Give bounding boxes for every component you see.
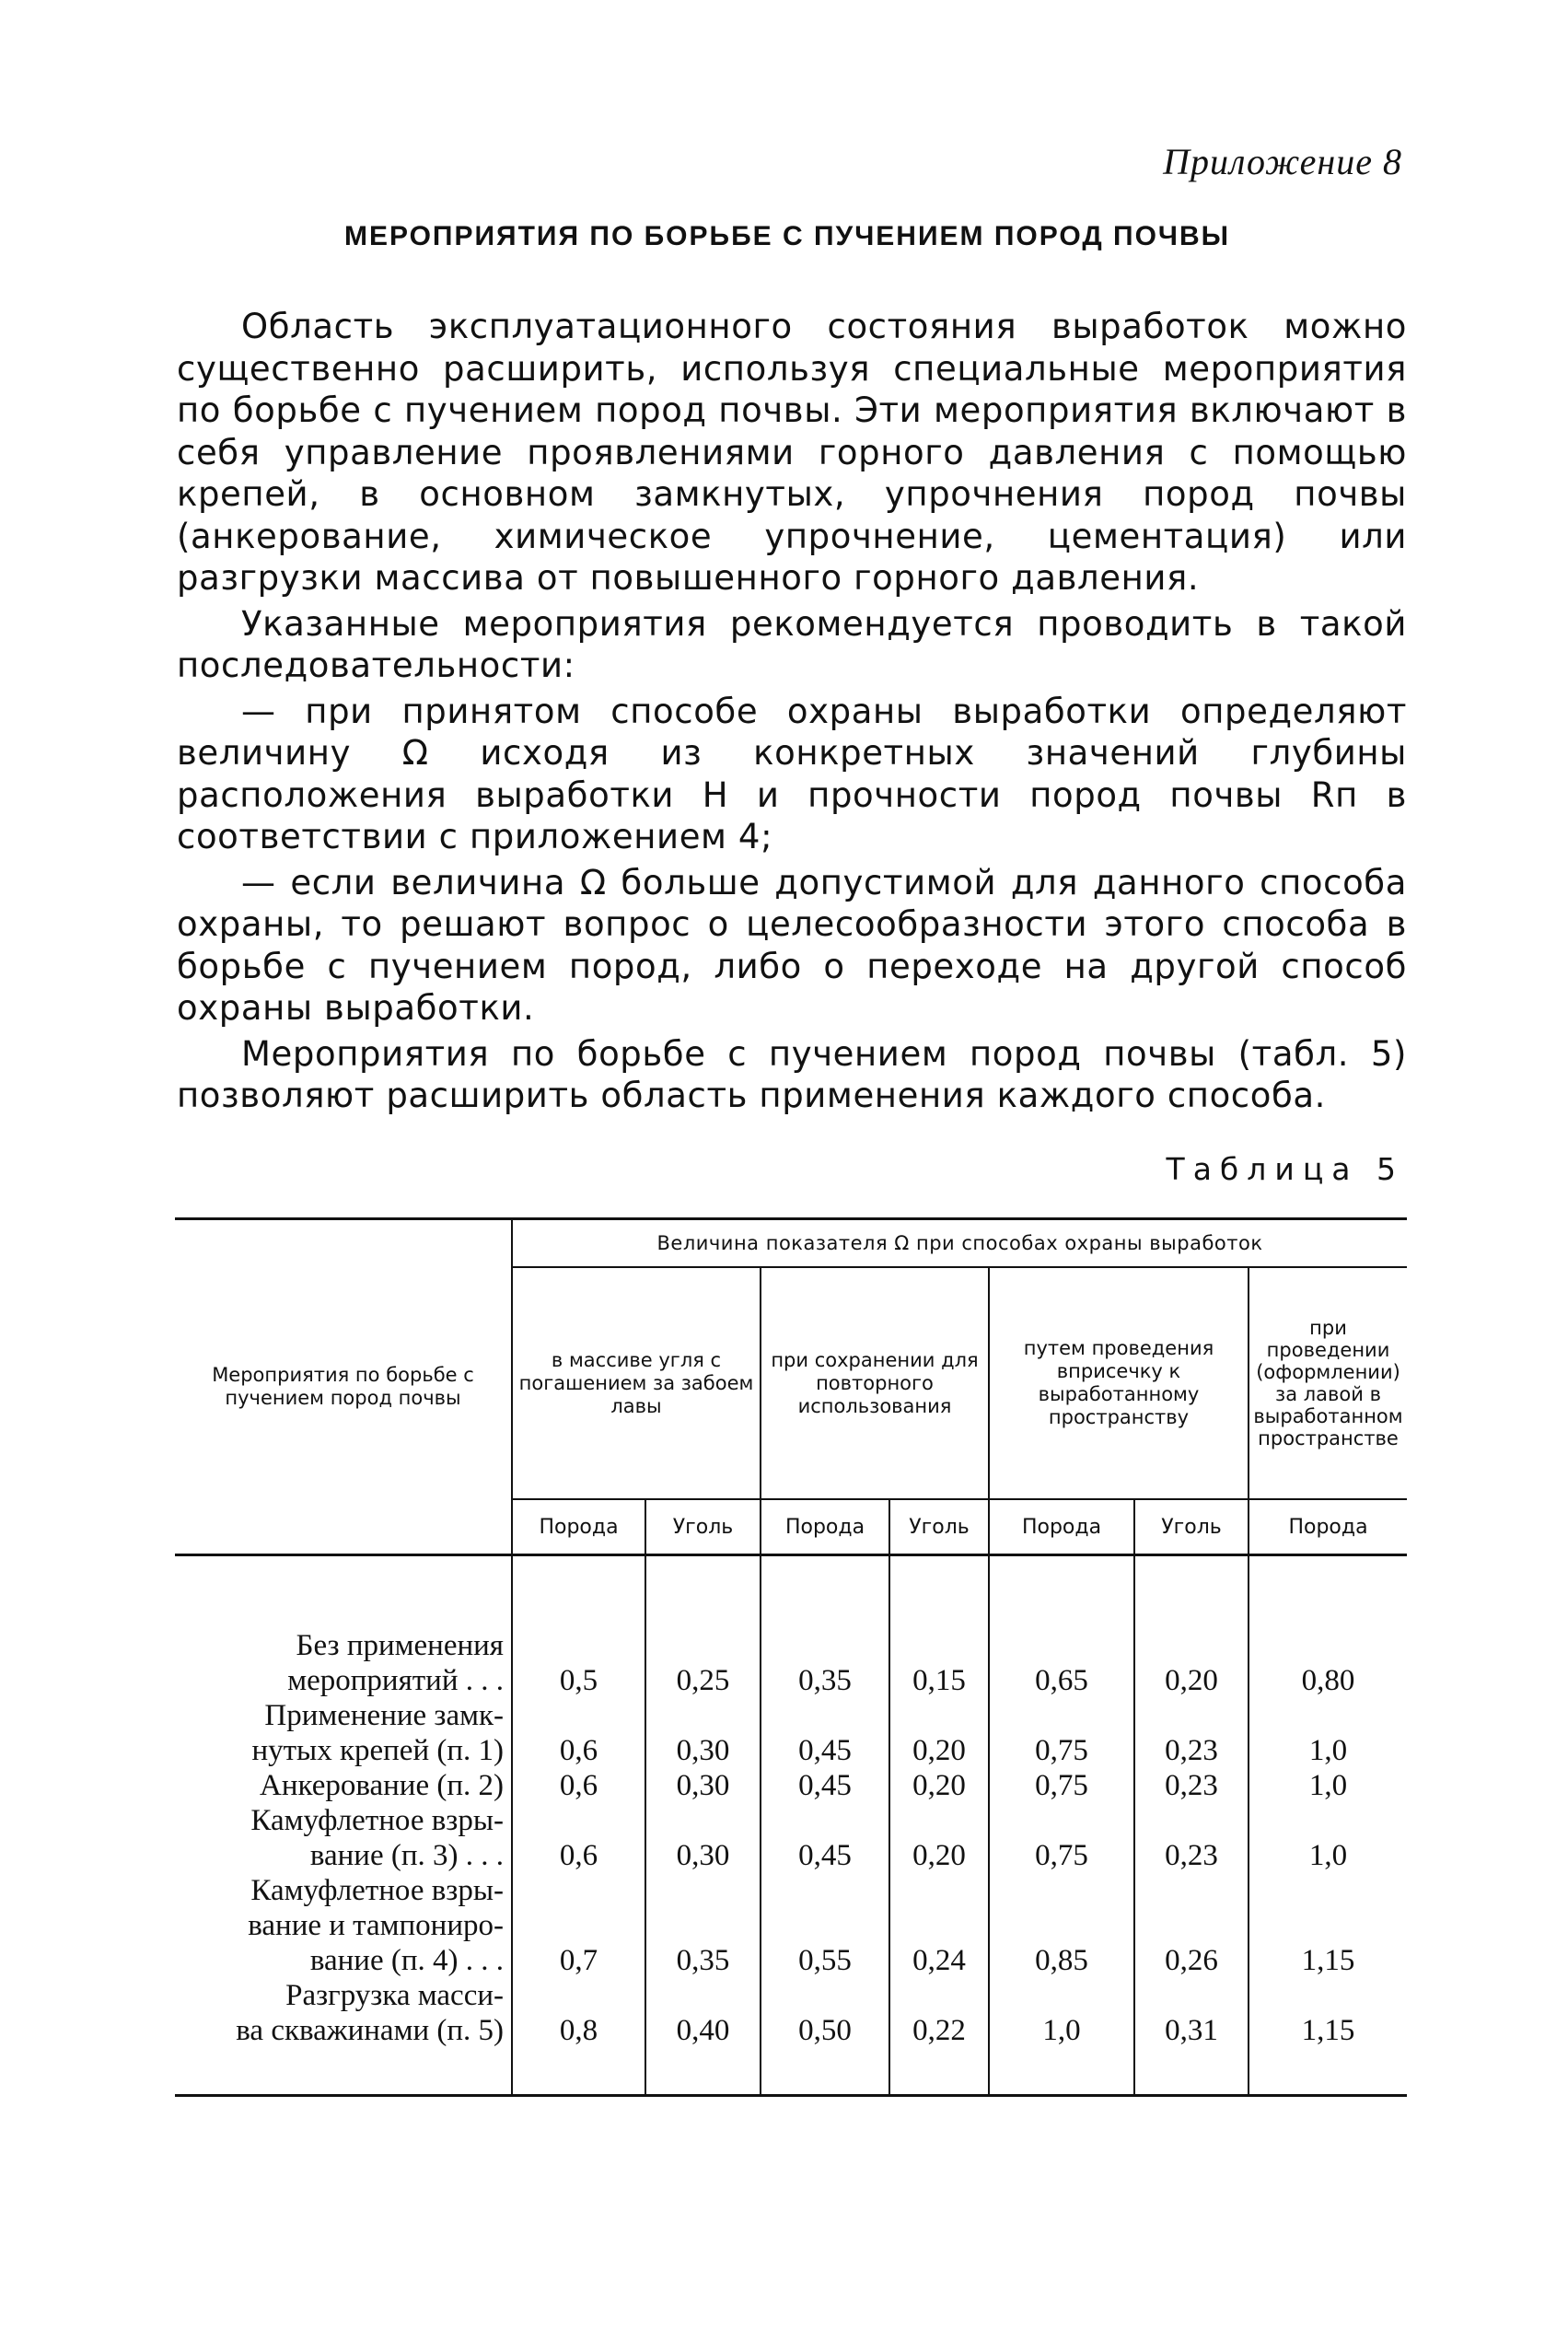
table-cell-value: 0,8 (559, 2014, 598, 2047)
paragraph-4: — если величина Ω больше допустимой для данного способа охраны, то решают вопрос о целесообразности этого способа в борьбе с пучением пород, либо о переходе на другой способ охраны выработки. (177, 862, 1407, 1028)
table-cell-value: 0,30 (676, 1839, 730, 1872)
method-header-2: при сохранении для повторного использования (761, 1267, 989, 1499)
table-cell-value: 0,45 (798, 1839, 852, 1872)
table-cell-value: 0,25 (676, 1664, 730, 1697)
paragraph-3: — при принятом способе охраны выработки определяют величину Ω исходя из конкретных значений глубины расположения выработки H и прочности пород почвы Rп в соответствии с приложением 4; (177, 691, 1407, 856)
row-label-line: вание (п. 4) . . . (309, 1944, 504, 1977)
table-cell-value: 0,75 (1035, 1839, 1088, 1872)
row-label-line: вание (п. 3) . . . (309, 1839, 504, 1872)
corner-header: Мероприятия по борьбе с пучением пород почвы (175, 1219, 512, 1555)
row-label-line: Камуфлетное взры- (250, 1804, 504, 1837)
table-cell-value: 0,7 (559, 1944, 598, 1977)
values-column (512, 1555, 645, 2096)
method-header-4: при проведении (оформлении) за лавой в выработанном пространстве (1249, 1267, 1407, 1499)
table-cell-value: 0,75 (1035, 1769, 1088, 1802)
subheader-rock: Порода (512, 1499, 645, 1555)
table-cell-value: 1,15 (1301, 2014, 1355, 2047)
table-cell-value: 1,0 (1308, 1769, 1348, 1802)
values-column (989, 1555, 1134, 2096)
table-cell-value: 1,15 (1301, 1944, 1355, 1977)
page-title: МЕРОПРИЯТИЯ ПО БОРЬБЕ С ПУЧЕНИЕМ ПОРОД ПОЧВЫ (343, 221, 1231, 251)
table-cell-value: 0,26 (1165, 1944, 1218, 1977)
table-cell-value: 1,0 (1308, 1839, 1348, 1872)
table-cell-value: 0,75 (1035, 1734, 1088, 1767)
paragraph-5: Мероприятия по борьбе с пучением пород почвы (табл. 5) позволяют расширить область применения каждого способа. (177, 1033, 1407, 1115)
row-label-line: Разгрузка масси- (285, 1979, 504, 2012)
table-cell-value: 0,35 (676, 1944, 730, 1977)
header-row-1 (175, 1219, 1407, 1268)
table-cell-value: 0,30 (676, 1734, 730, 1767)
table-cell-value: 0,50 (798, 2014, 852, 2047)
values-column (1134, 1555, 1249, 2096)
table-cell-value: 0,45 (798, 1769, 852, 1802)
values-column (645, 1555, 761, 2096)
table-cell-value: 0,6 (559, 1769, 598, 1802)
table-cell-value: 0,55 (798, 1944, 852, 1977)
table-cell-value: 0,31 (1165, 2014, 1218, 2047)
paragraph-1: Область эксплуатационного состояния выработок можно существенно расширить, используя специальные мероприятия по борьбе с пучением пород почвы. Эти мероприятия включают в себя управление проявлениями горного давления с помощью крепей, в основном замкнутых, упрочнения пород почвы (анкерование, химическое упрочнение, цементация) или разгрузки массива от повышенного горного давления. (177, 307, 1407, 598)
subheader-coal: Уголь (645, 1499, 761, 1555)
measures-column (175, 1555, 512, 2096)
body-text (177, 306, 1407, 1121)
row-label-line: Анкерование (п. 2) (260, 1769, 504, 1802)
table-cell-value: 0,65 (1035, 1664, 1088, 1697)
table-cell-value: 0,20 (912, 1734, 966, 1767)
values-column (761, 1555, 889, 2096)
table-cell-value: 0,30 (676, 1769, 730, 1802)
table-cell-value: 0,5 (559, 1664, 598, 1697)
table-cell-value: 0,20 (912, 1769, 966, 1802)
table-cell-value: 0,80 (1301, 1664, 1355, 1697)
table-caption: Таблица 5 (1166, 1151, 1404, 1187)
table-cell-value: 0,45 (798, 1734, 852, 1767)
table-cell-value: 1,0 (1042, 2014, 1081, 2047)
table-cell-value: 0,23 (1165, 1769, 1218, 1802)
subheader-coal: Уголь (1134, 1499, 1249, 1555)
row-label-line: нутых крепей (п. 1) (251, 1734, 504, 1767)
subheader-rock: Порода (989, 1499, 1134, 1555)
table-cell-value: 0,23 (1165, 1839, 1218, 1872)
values-column (889, 1555, 989, 2096)
subheader-coal: Уголь (889, 1499, 989, 1555)
appendix-label: Приложение 8 (1163, 141, 1402, 182)
row-label-line: мероприятий . . . (287, 1664, 504, 1697)
table-cell-value: 0,85 (1035, 1944, 1088, 1977)
method-header-1: в массиве угля с погашением за забоем лавы (512, 1267, 761, 1499)
table-cell-value: 0,40 (676, 2014, 730, 2047)
values-column (1249, 1555, 1407, 2096)
table-cell-value: 0,35 (798, 1664, 852, 1697)
table-cell-value: 0,6 (559, 1839, 598, 1872)
row-label-line: Без применения (296, 1629, 504, 1662)
group-header: Величина показателя Ω при способах охраны выработок (512, 1219, 1407, 1268)
paragraph-2: Указанные мероприятия рекомендуется проводить в такой последовательности: (177, 603, 1407, 685)
table-body-row (175, 1555, 1407, 2096)
table-cell-value: 0,23 (1165, 1734, 1218, 1767)
subheader-rock: Порода (1249, 1499, 1407, 1555)
table-cell-value: 0,22 (912, 2014, 966, 2047)
row-label-line: вание и тампониро- (248, 1909, 504, 1942)
row-label-line: Применение замк- (264, 1699, 504, 1732)
measures-table (175, 1217, 1407, 2097)
table-cell-value: 0,20 (912, 1839, 966, 1872)
table-cell-value: 0,6 (559, 1734, 598, 1767)
table-cell-value: 0,20 (1165, 1664, 1218, 1697)
subheader-rock: Порода (761, 1499, 889, 1555)
table-cell-value: 0,15 (912, 1664, 966, 1697)
method-header-3: путем проведения вприсечку к выработанному пространству (989, 1267, 1249, 1499)
table-cell-value: 0,24 (912, 1944, 966, 1977)
row-label-line: ва скважинами (п. 5) (236, 2014, 504, 2047)
row-label-line: Камуфлетное взры- (250, 1874, 504, 1907)
table-cell-value: 1,0 (1308, 1734, 1348, 1767)
